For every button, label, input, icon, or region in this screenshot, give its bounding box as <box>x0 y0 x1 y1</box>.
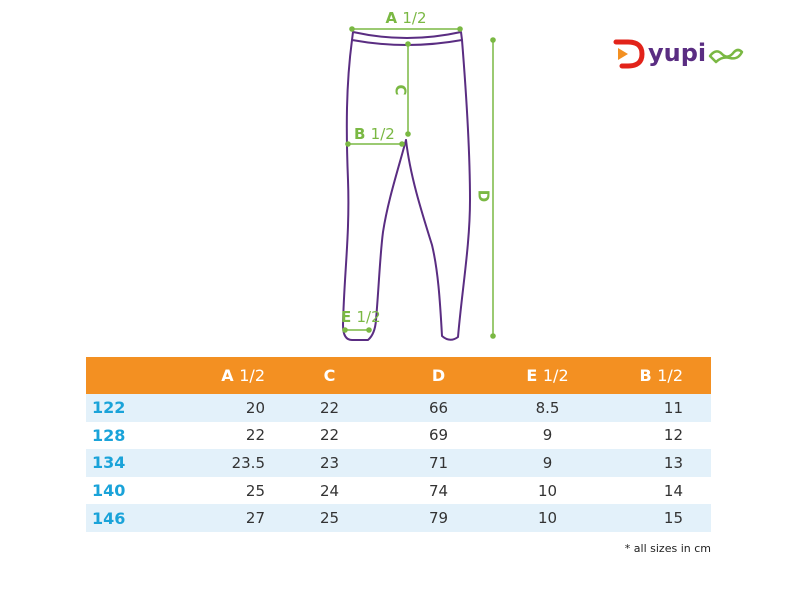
header-size <box>86 357 166 394</box>
logo-mark-icon <box>616 42 642 66</box>
table-row <box>86 422 711 450</box>
measure-e-dot-left <box>342 327 348 333</box>
units-note: * all sizes in cm <box>624 542 711 555</box>
value-cell: 23.5 <box>166 449 275 477</box>
value-cell: 8.5 <box>493 394 602 422</box>
logo-wordmark: yupi <box>648 39 707 67</box>
header-c: C <box>275 357 384 394</box>
measure-a-dot-left <box>349 26 355 32</box>
value-cell: 69 <box>428 426 449 445</box>
size-cell: 134 <box>86 449 166 477</box>
value-cell: 14 <box>663 481 683 500</box>
label-b-half: B 1/2 <box>354 125 395 143</box>
value-cell: 12 <box>663 426 683 445</box>
size-table <box>86 357 711 532</box>
measure-c-dot-top <box>405 41 411 47</box>
value-cell: 22 <box>275 394 384 422</box>
value-cell: 25 <box>245 481 265 500</box>
size-cell: 128 <box>92 425 126 445</box>
value-cell: 71 <box>384 449 493 477</box>
size-cell: 140 <box>92 481 126 501</box>
table-row <box>86 394 711 422</box>
measurement-lines <box>342 26 496 339</box>
value-cell: 9 <box>493 449 602 477</box>
value-cell: 9 <box>542 426 553 445</box>
measure-e-dot-right <box>366 327 372 333</box>
value-cell: 10 <box>493 504 602 532</box>
value-cell: 22 <box>319 426 340 445</box>
value-cell: 15 <box>602 504 711 532</box>
value-cell: 11 <box>602 394 711 422</box>
measure-d-dot-bottom <box>490 333 496 339</box>
size-cell: 146 <box>86 504 166 532</box>
measure-a-dot-right <box>457 26 463 32</box>
label-c: C <box>391 84 410 96</box>
label-e-half: E 1/2 <box>341 308 381 326</box>
value-cell: 22 <box>245 426 265 445</box>
header-b-half: B 1/2 <box>602 357 711 394</box>
header-e-half: E 1/2 <box>493 357 602 394</box>
header-d: D <box>384 357 493 394</box>
header-a-half: A 1/2 <box>166 357 275 394</box>
value-cell: 27 <box>166 504 275 532</box>
pants-outline <box>343 32 470 340</box>
value-cell: 20 <box>166 394 275 422</box>
value-cell: 74 <box>428 481 449 500</box>
yupi-logo <box>612 34 752 74</box>
logo-tail-icon <box>710 50 742 62</box>
value-cell: 79 <box>384 504 493 532</box>
value-cell: 66 <box>384 394 493 422</box>
table-row <box>86 477 711 505</box>
value-cell: 23 <box>275 449 384 477</box>
value-cell: 25 <box>275 504 384 532</box>
value-cell: 13 <box>602 449 711 477</box>
label-a-half: A 1/2 <box>385 9 427 27</box>
measure-d-dot-top <box>490 37 496 43</box>
table-row <box>86 449 711 477</box>
value-cell: 24 <box>319 481 340 500</box>
measure-c-dot-bottom <box>405 131 411 137</box>
measure-b-dot-left <box>345 141 351 147</box>
value-cell: 10 <box>537 481 558 500</box>
right-leg-outer <box>406 40 470 340</box>
measure-b-dot-right <box>399 141 405 147</box>
size-cell: 122 <box>86 394 166 422</box>
table-row <box>86 504 711 532</box>
table-header-row <box>86 357 711 394</box>
label-d: D <box>474 189 493 203</box>
